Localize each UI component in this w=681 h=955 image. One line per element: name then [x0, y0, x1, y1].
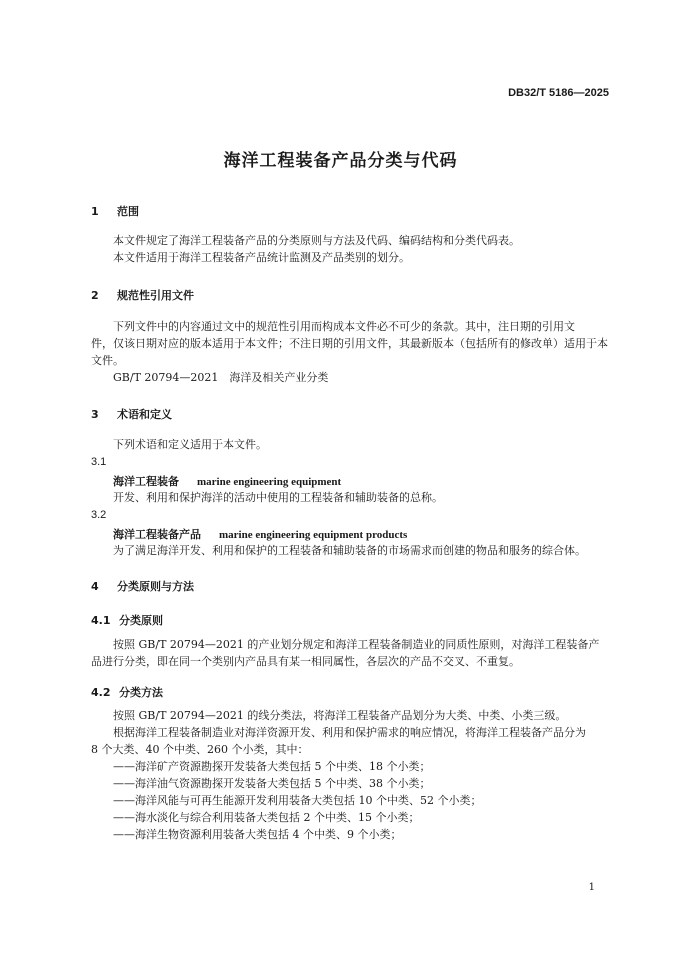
term-entry — [113, 526, 407, 542]
term-number: 3.1 — [91, 456, 107, 468]
term-number: 3.2 — [91, 509, 107, 521]
section-4-heading — [91, 578, 194, 594]
paragraph: 本文件规定了海洋工程装备产品的分类原则与方法及代码、编码结构和分类代码表。 — [113, 234, 520, 247]
section-number: 2 — [91, 289, 99, 302]
term-chinese: 海洋工程装备产品 — [113, 528, 201, 541]
subsection-title: 分类原则 — [119, 614, 163, 627]
document-code: DB32/T 5186—2025 — [508, 87, 609, 99]
section-title: 范围 — [117, 205, 139, 218]
paragraph-line: 下列文件中的内容通过文中的规范性引用而构成本文件必不可少的条款。其中，注日期的引用文 — [113, 320, 575, 333]
subsection-4-1-heading — [91, 612, 163, 628]
paragraph-line: 件，仅该日期对应的版本适用于本文件；不注日期的引用文件，其最新版本（包括所有的修改单）适用于本 — [91, 337, 608, 350]
paragraph-line: 8 个大类、40 个中类、260 个小类，其中： — [91, 743, 309, 756]
list-item: ——海洋生物资源利用装备大类包括 4 个中类、9 个小类； — [113, 828, 402, 841]
list-item: ——海洋矿产资源勘探开发装备大类包括 5 个中类、18 个小类； — [113, 760, 431, 773]
section-number: 4 — [91, 580, 99, 593]
section-number: 3 — [91, 408, 99, 421]
subsection-title: 分类方法 — [119, 686, 163, 699]
list-item: ——海洋风能与可再生能源开发利用装备大类包括 10 个中类、52 个小类； — [113, 794, 482, 807]
section-1-heading — [91, 203, 139, 219]
paragraph: 本文件适用于海洋工程装备产品统计监测及产品类别的划分。 — [113, 251, 410, 264]
section-number: 1 — [91, 205, 99, 218]
list-item: ——海洋油气资源勘探开发装备大类包括 5 个中类、38 个小类； — [113, 777, 431, 790]
section-title: 规范性引用文件 — [117, 289, 194, 302]
subsection-number: 4.1 — [91, 614, 111, 627]
term-definition: 开发、利用和保护海洋的活动中使用的工程装备和辅助装备的总称。 — [113, 491, 443, 504]
term-entry — [113, 473, 341, 489]
section-2-heading — [91, 287, 194, 303]
document-title: 海洋工程装备产品分类与代码 — [223, 151, 458, 171]
paragraph-line: 根据海洋工程装备制造业对海洋资源开发、利用和保护需求的响应情况，将海洋工程装备产品分为 — [113, 726, 586, 739]
normative-reference: GB/T 20794—2021 海洋及相关产业分类 — [113, 371, 329, 384]
term-chinese: 海洋工程装备 — [113, 475, 179, 488]
page-number: 1 — [588, 882, 595, 893]
paragraph: 下列术语和定义适用于本文件。 — [113, 438, 267, 451]
paragraph: 按照 GB/T 20794—2021 的线分类法，将海洋工程装备产品划分为大类、中类、小类三级。 — [113, 709, 567, 722]
subsection-number: 4.2 — [91, 686, 111, 699]
term-definition: 为了满足海洋开发、利用和保护的工程装备和辅助装备的市场需求而创建的物品和服务的综合体。 — [113, 544, 586, 557]
section-title: 分类原则与方法 — [117, 580, 194, 593]
paragraph-line: 品进行分类，即在同一个类别内产品具有某一相同属性，各层次的产品不交叉、不重复。 — [91, 655, 520, 668]
section-3-heading — [91, 406, 172, 422]
list-item: ——海水淡化与综合利用装备大类包括 2 个中类、15 个小类； — [113, 811, 420, 824]
paragraph-line: 文件。 — [91, 354, 124, 367]
term-english: marine engineering equipment — [197, 476, 342, 488]
section-title: 术语和定义 — [117, 408, 172, 421]
paragraph-line: 按照 GB/T 20794—2021 的产业划分规定和海洋工程装备制造业的同质性原则，对海洋工程装备产 — [113, 638, 600, 651]
term-english: marine engineering equipment products — [219, 529, 408, 541]
subsection-4-2-heading — [91, 684, 163, 700]
